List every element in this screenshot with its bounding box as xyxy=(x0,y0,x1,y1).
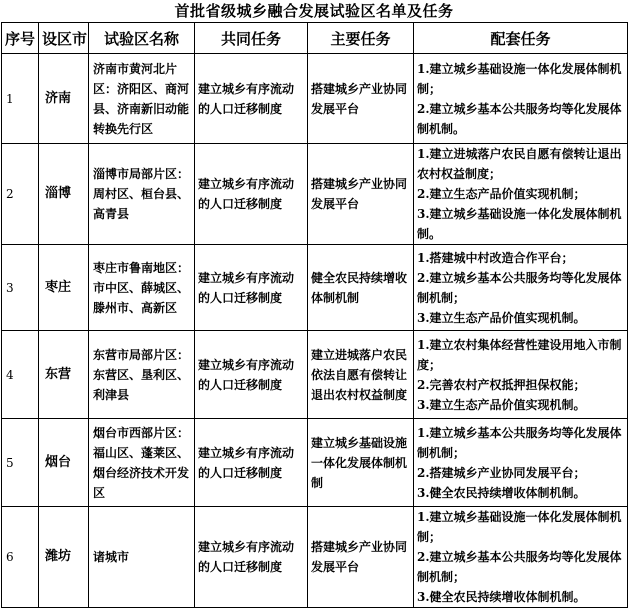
main-task-cell: 健全农民持续增收体制机制 xyxy=(308,245,414,331)
support-task-cell xyxy=(414,54,628,144)
support-task-cell xyxy=(414,419,628,507)
main-task-cell: 搭建城乡产业协同发展平台 xyxy=(308,54,414,144)
support-item: 1.建立农村集体经营性建设用地入市制度； xyxy=(417,337,622,372)
support-item: 3.建立生态产品价值实现机制。 xyxy=(417,310,586,325)
support-item: 1.建立城乡基础设施一体化发展体制机制； xyxy=(417,61,622,96)
table-row xyxy=(2,144,628,245)
support-item: 1.建立城乡基础设施一体化发展体制机制； xyxy=(417,510,622,544)
support-item: 1.建立城乡基本公共服务均等化发展体制机制； xyxy=(417,425,622,460)
row-number: 5 xyxy=(2,419,39,507)
zone-cell: 东营市局部片区：东营区、垦利区、利津县 xyxy=(89,331,195,419)
support-item: 2.搭建城乡产业协同发展平台； xyxy=(417,465,586,480)
table-row xyxy=(2,54,628,144)
city-cell: 枣庄 xyxy=(39,245,89,331)
support-item: 1.建立进城落户农民自愿有偿转让退出农村权益制度； xyxy=(417,147,622,181)
header-support-task: 配套任务 xyxy=(414,23,628,54)
city-cell: 淄博 xyxy=(39,144,89,245)
table-row xyxy=(2,331,628,419)
city-cell: 济南 xyxy=(39,54,89,144)
support-item: 3.健全农民持续增收体制机制。 xyxy=(417,590,586,604)
city-cell: 潍坊 xyxy=(39,507,89,608)
row-number: 3 xyxy=(2,245,39,331)
header-main-task: 主要任务 xyxy=(308,23,414,54)
city-cell: 东营 xyxy=(39,331,89,419)
support-task-cell xyxy=(414,245,628,331)
zone-cell: 枣庄市鲁南地区：市中区、薛城区、滕州市、高新区 xyxy=(89,245,195,331)
support-item: 2.完善农村产权抵押担保权能； xyxy=(417,377,586,392)
support-item: 3.建立城乡基础设施一体化发展体制机制。 xyxy=(417,207,622,241)
common-task-cell: 建立城乡有序流动的人口迁移制度 xyxy=(195,331,308,419)
common-task-cell: 建立城乡有序流动的人口迁移制度 xyxy=(195,54,308,144)
common-task-cell: 建立城乡有序流动的人口迁移制度 xyxy=(195,419,308,507)
header-zone: 试验区名称 xyxy=(89,23,195,54)
header-common-task: 共同任务 xyxy=(195,23,308,54)
header-row xyxy=(2,23,628,54)
common-task-cell: 建立城乡有序流动的人口迁移制度 xyxy=(195,507,308,608)
header-no: 序号 xyxy=(2,23,39,54)
support-item: 1.搭建城中村改造合作平台； xyxy=(417,250,574,265)
row-number: 2 xyxy=(2,144,39,245)
table-row xyxy=(2,419,628,507)
table-row xyxy=(2,245,628,331)
support-item: 2.建立城乡基本公共服务均等化发展体制机制； xyxy=(417,270,622,305)
support-item: 2.建立生态产品价值实现机制； xyxy=(417,187,586,201)
support-task-cell xyxy=(414,144,628,245)
row-number: 1 xyxy=(2,54,39,144)
document-title: 首批省级城乡融合发展试验区名单及任务 xyxy=(174,2,454,20)
common-task-cell: 建立城乡有序流动的人口迁移制度 xyxy=(195,245,308,331)
city-cell: 烟台 xyxy=(39,419,89,507)
row-number: 6 xyxy=(2,507,39,608)
support-task-cell xyxy=(414,507,628,608)
main-task-cell: 搭建城乡产业协同发展平台 xyxy=(308,144,414,245)
row-number: 4 xyxy=(2,331,39,419)
support-item: 2.建立城乡基本公共服务均等化发展体制机制。 xyxy=(417,101,622,136)
pilot-zone-table xyxy=(1,22,628,608)
zone-cell: 诸城市 xyxy=(89,507,195,608)
zone-cell: 济南市黄河北片区：济阳区、商河县、济南新旧动能转换先行区 xyxy=(89,54,195,144)
support-task-cell xyxy=(414,331,628,419)
support-item: 3.健全农民持续增收体制机制。 xyxy=(417,485,586,500)
main-task-cell: 建立城乡基础设施一体化发展体制机制 xyxy=(308,419,414,507)
main-task-cell: 建立进城落户农民依法自愿有偿转让退出农村权益制度 xyxy=(308,331,414,419)
zone-cell: 淄博市局部片区：周村区、桓台县、高青县 xyxy=(89,144,195,245)
zone-cell: 烟台市西部片区：福山区、蓬莱区、烟台经济技术开发区 xyxy=(89,419,195,507)
header-city: 设区市 xyxy=(39,23,89,54)
main-task-cell: 搭建城乡产业协同发展平台 xyxy=(308,507,414,608)
common-task-cell: 建立城乡有序流动的人口迁移制度 xyxy=(195,144,308,245)
support-item: 2.建立城乡基本公共服务均等化发展体制机制； xyxy=(417,550,622,584)
table-row xyxy=(2,507,628,608)
support-item: 3.建立生态产品价值实现机制。 xyxy=(417,397,586,412)
